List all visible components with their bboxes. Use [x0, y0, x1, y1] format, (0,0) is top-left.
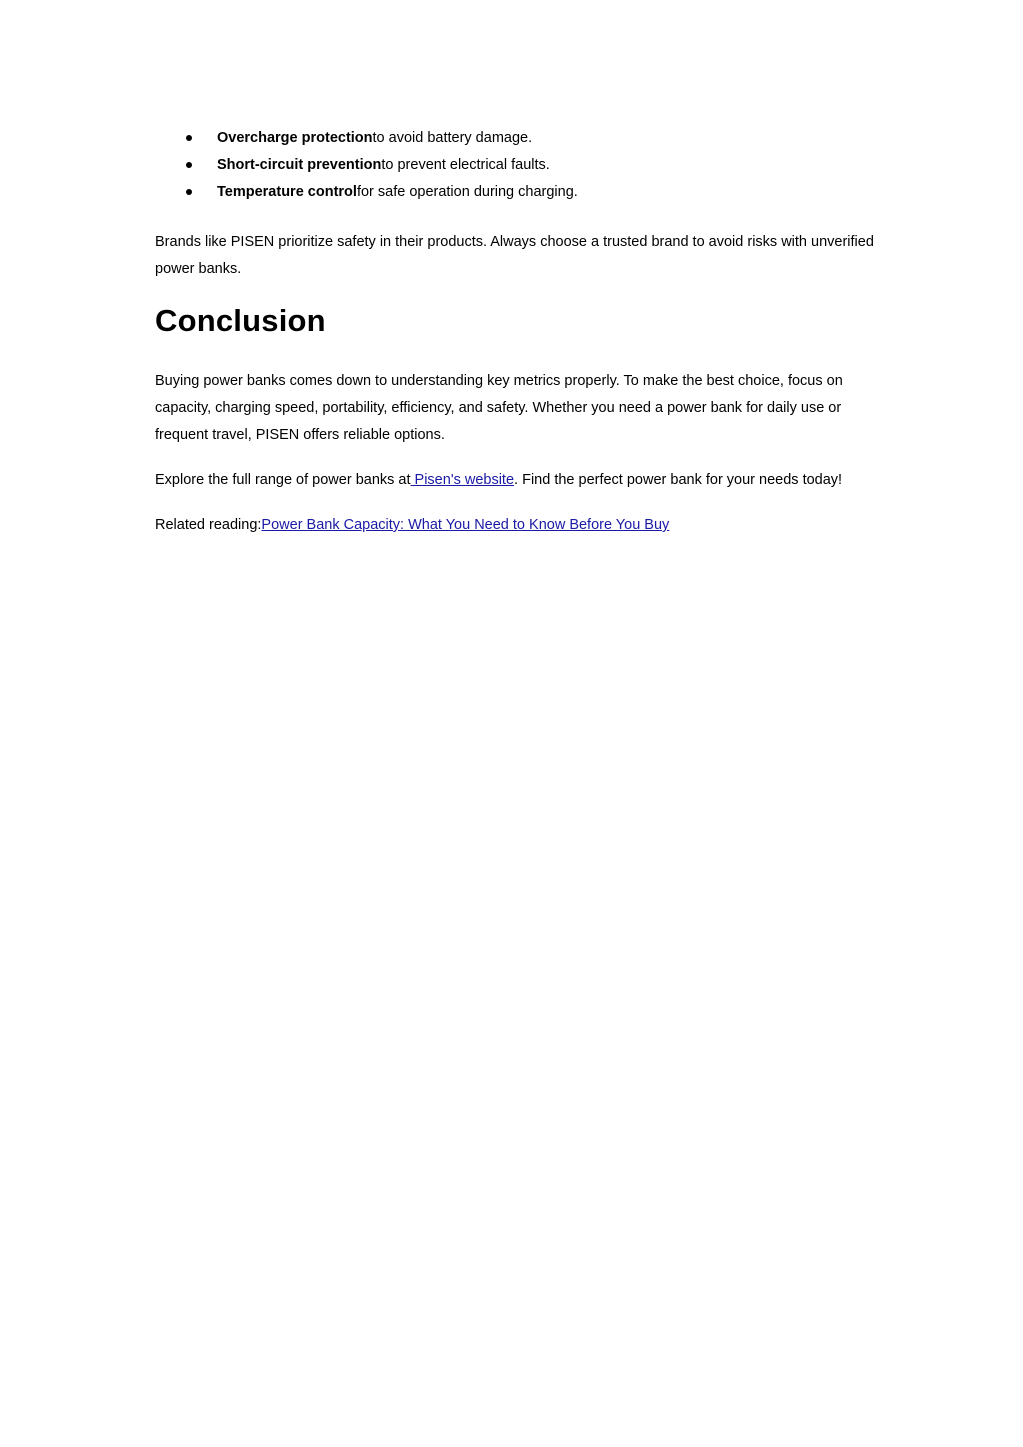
bullet-icon [186, 189, 192, 195]
safety-features-list [155, 125, 875, 206]
pisen-website-link[interactable]: Pisen's website [410, 472, 515, 488]
list-item-bold: Short-circuit prevention [217, 157, 382, 173]
document-content [155, 125, 875, 539]
bullet-icon [186, 135, 192, 141]
explore-suffix: . Find the perfect power bank for your needs today! [514, 472, 843, 488]
list-item-text: for safe operation during charging. [356, 184, 578, 200]
list-item [155, 125, 875, 152]
list-item-bold: Overcharge protection [217, 130, 373, 146]
list-item-text: to avoid battery damage. [372, 130, 533, 146]
related-prefix: Related reading: [155, 517, 262, 533]
list-item [155, 179, 875, 206]
related-article-link[interactable]: Power Bank Capacity: What You Need to Know Before You Buy [261, 517, 670, 533]
explore-prefix: Explore the full range of power banks at [155, 472, 411, 488]
related-reading-paragraph [155, 512, 875, 539]
list-item-bold: Temperature control [217, 184, 357, 200]
brands-paragraph: Brands like PISEN prioritize safety in their products. Always choose a trusted brand to avoid risks with unverified power banks. [155, 234, 874, 277]
buying-paragraph: Buying power banks comes down to understanding key metrics properly. To make the best choice, focus on capacity, charging speed, portability, efficiency, and safety. Whether you need a power bank for daily use or frequent travel, PISEN offers reliable options. [155, 373, 843, 443]
bullet-icon [186, 162, 192, 168]
explore-paragraph [155, 467, 875, 494]
conclusion-heading: Conclusion [155, 303, 326, 338]
list-item-text: to prevent electrical faults. [381, 157, 550, 173]
list-item [155, 152, 875, 179]
